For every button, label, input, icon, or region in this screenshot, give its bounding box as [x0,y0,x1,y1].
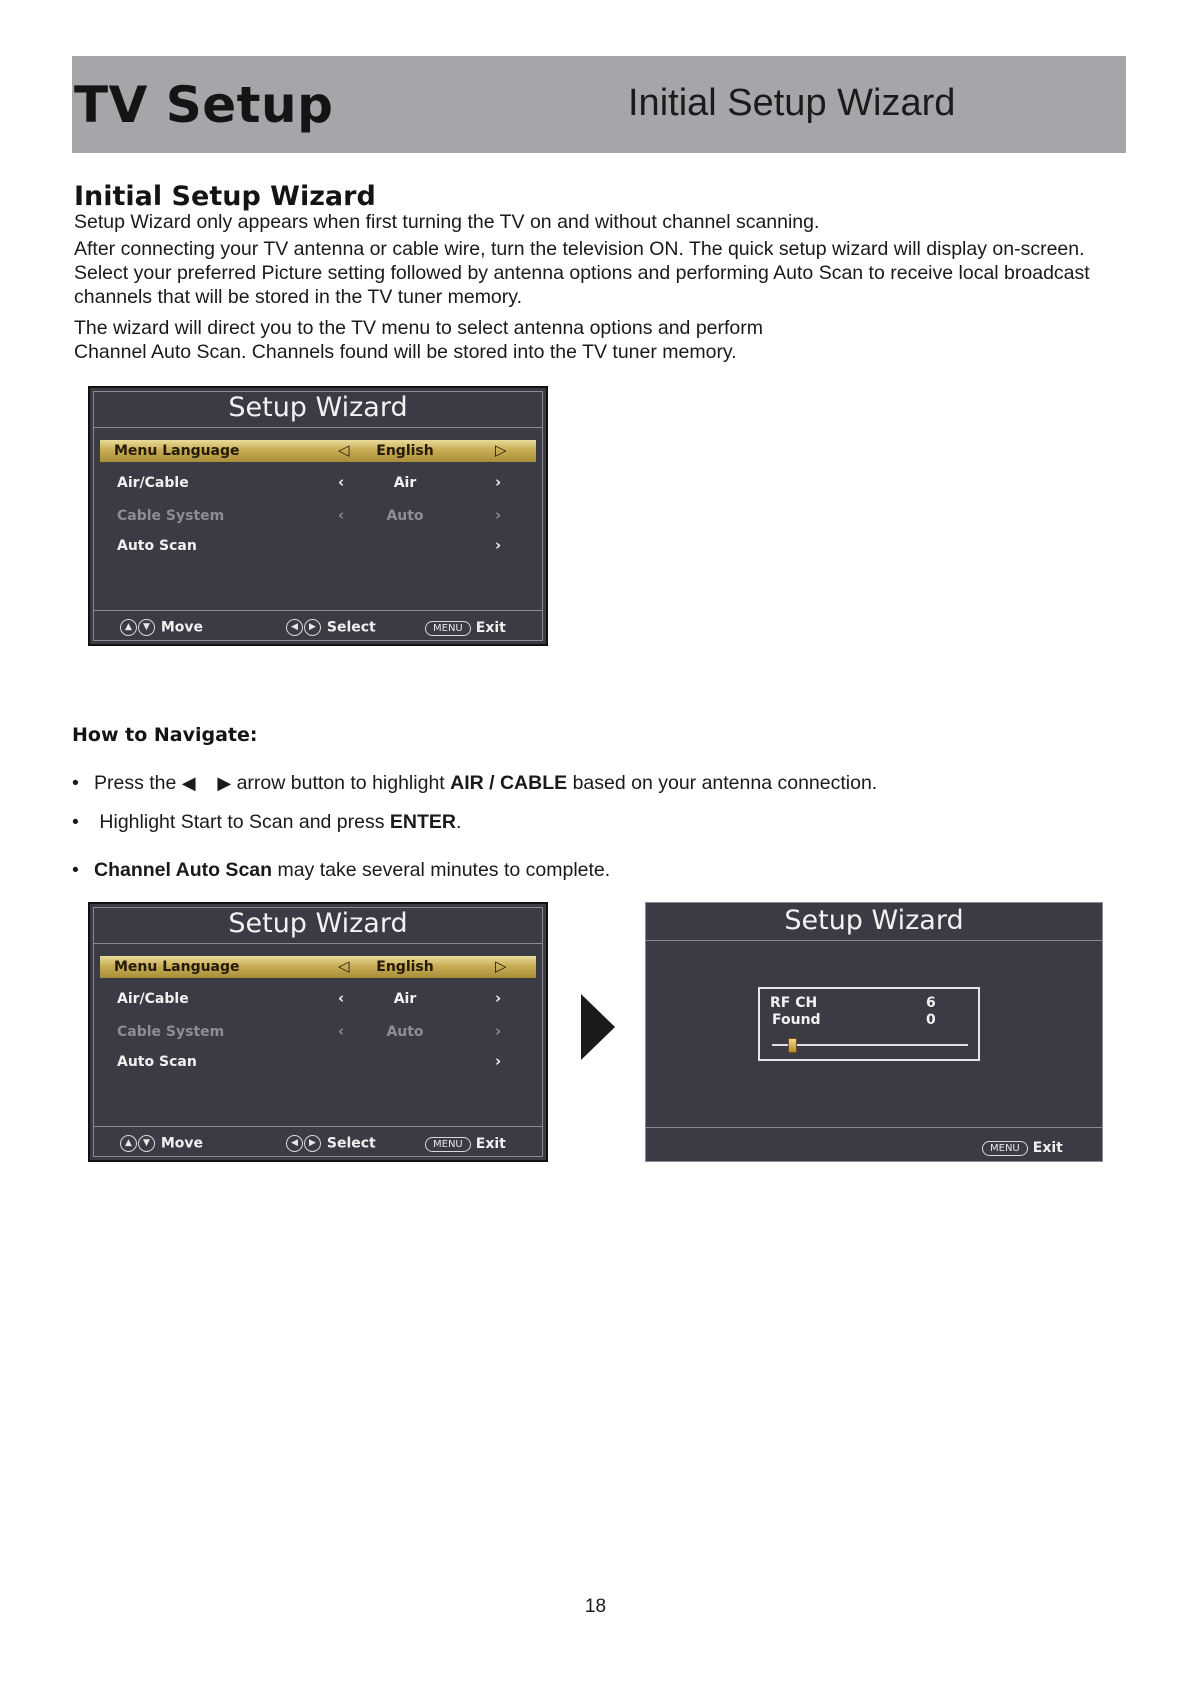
scan-progress-track [772,1044,968,1046]
chevron-left-icon: ‹ [338,473,345,491]
footer-exit: MENU Exit [982,1140,1063,1156]
navigate-bullet-2: • Highlight Start to Scan and press ENTER. [72,811,462,833]
menu-row-auto-scan: Auto Scan › [117,1052,502,1070]
chevron-left-icon: ‹ [338,506,345,524]
navigate-title: How to Navigate: [72,724,258,746]
menu-row-auto-scan: Auto Scan › [117,536,502,554]
chevron-right-icon: › [495,536,502,554]
scan-progress-thumb [788,1038,797,1053]
tv-screen-title: Setup Wizard [784,905,964,936]
menu-key-icon: MENU [425,621,471,636]
next-step-arrow-icon [581,994,615,1060]
header-bar [72,56,1126,153]
right-arrow-icon: ▶ [304,619,321,636]
menu-row-air-cable: Air/Cable ‹ Air › [117,989,502,1007]
menu-row-language: Menu Language ◁ English ▷ [100,440,536,462]
intro-paragraph-2-line-3: channels that will be stored in the TV tuner memory. [74,286,522,308]
intro-paragraph-3-line-2: Channel Auto Scan. Channels found will be stored into the TV tuner memory. [74,341,737,363]
rf-channel-label: RF CH [770,995,818,1011]
setup-wizard-screenshot-2 [88,902,548,1162]
navigate-bullet-3: • Channel Auto Scan may take several minutes to complete. [72,859,611,881]
chevron-right-icon: › [495,1052,502,1070]
menu-key-icon: MENU [982,1141,1028,1156]
menu-row-cable-system: Cable System ‹ Auto › [117,506,502,524]
chevron-left-icon: ‹ [338,1022,345,1040]
intro-paragraph-1: Setup Wizard only appears when first turning the TV on and without channel scanning. [74,211,820,233]
chevron-right-icon: › [495,1022,502,1040]
chevron-right-icon: › [495,473,502,491]
down-arrow-icon: ▼ [138,619,155,636]
left-arrow-icon: ◀ [286,619,303,636]
chevron-left-icon: ◁ [338,441,350,459]
footer-select: ◀ ▶ Select [286,619,376,636]
found-label: Found [772,1012,821,1028]
rf-channel-value: 6 [926,995,936,1011]
intro-paragraph-3-line-1: The wizard will direct you to the TV menu to select antenna options and perform [74,317,764,339]
up-arrow-icon: ▲ [120,1135,137,1152]
intro-paragraph-2-line-1: After connecting your TV antenna or cable wire, turn the television ON. The quick setup wizard will display on-screen. [74,238,1085,260]
tv-screen-title: Setup Wizard [228,908,408,939]
chevron-right-icon: › [495,506,502,524]
left-triangle-icon: ◀ [181,773,196,793]
found-value: 0 [926,1012,936,1028]
menu-row-cable-system: Cable System ‹ Auto › [117,1022,502,1040]
chevron-right-icon: ▷ [495,441,507,459]
setup-wizard-screenshot-1 [88,386,548,646]
up-arrow-icon: ▲ [120,619,137,636]
intro-paragraph-2-line-2: Select your preferred Picture setting followed by antenna options and performing Auto Scan to receive local broadcast [74,262,1090,284]
footer-exit: MENU Exit [425,1136,506,1152]
down-arrow-icon: ▼ [138,1135,155,1152]
menu-key-icon: MENU [425,1137,471,1152]
chevron-right-icon: ▷ [495,957,507,975]
tv-screen-title: Setup Wizard [228,392,408,423]
left-arrow-icon: ◀ [286,1135,303,1152]
chevron-left-icon: ◁ [338,957,350,975]
page-subtitle: Initial Setup Wizard [628,82,956,124]
footer-select: ◀ ▶ Select [286,1135,376,1152]
footer-move: ▲ ▼ Move [120,619,203,636]
page-title: TV Setup [74,76,334,134]
scan-progress-box [758,987,980,1061]
menu-row-air-cable: Air/Cable ‹ Air › [117,473,502,491]
menu-row-language: Menu Language ◁ English ▷ [100,956,536,978]
footer-exit: MENU Exit [425,620,506,636]
right-arrow-icon: ▶ [304,1135,321,1152]
chevron-left-icon: ‹ [338,989,345,1007]
right-triangle-icon: ▶ [217,773,232,793]
page-number: 18 [584,1596,607,1617]
navigate-bullet-1: • Press the ◀ ▶ arrow button to highlight AIR / CABLE based on your antenna connection. [72,772,878,794]
section-title: Initial Setup Wizard [74,181,376,212]
auto-scan-screenshot [645,902,1103,1162]
footer-move: ▲ ▼ Move [120,1135,203,1152]
chevron-right-icon: › [495,989,502,1007]
